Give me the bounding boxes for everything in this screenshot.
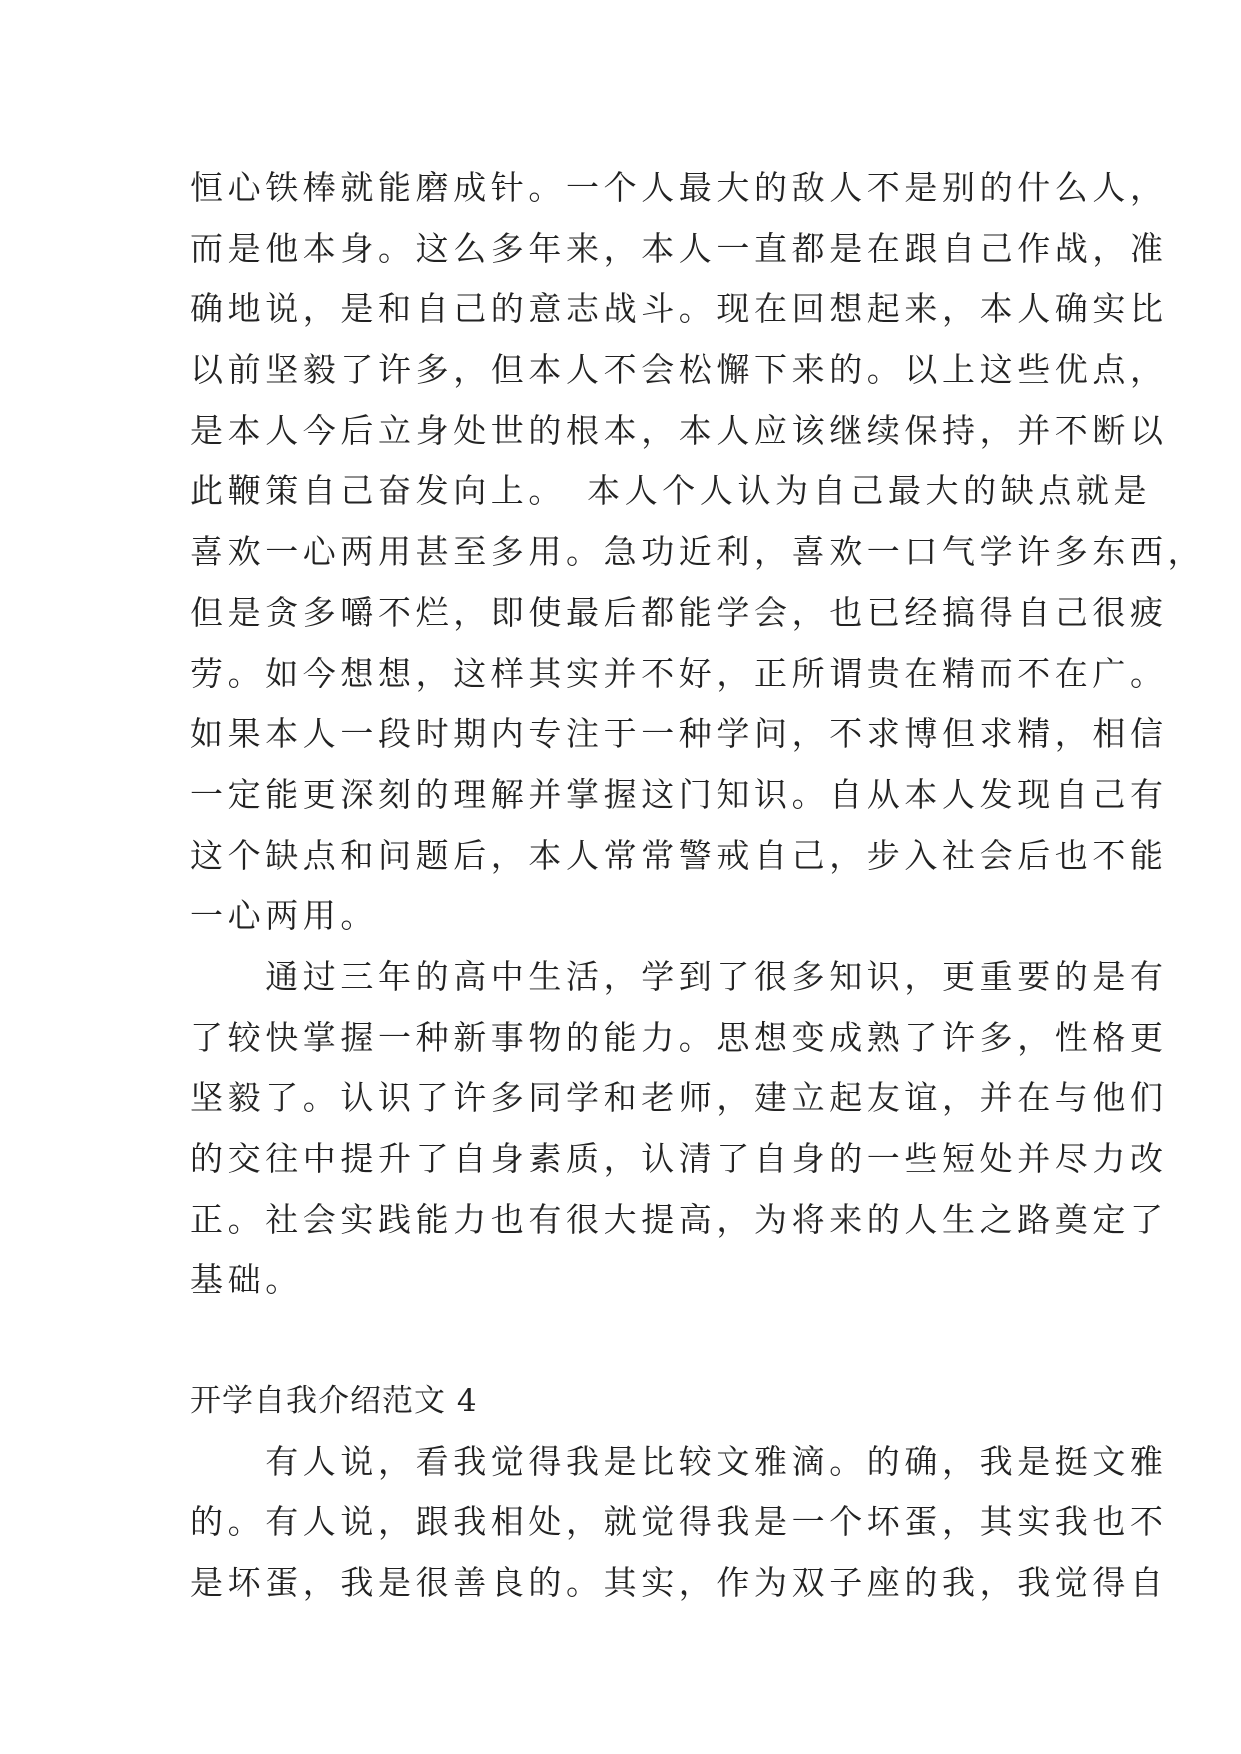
- text-line: 一定能更深刻的理解并掌握这门知识。自从本人发现自己有: [190, 774, 1168, 814]
- text-line: 是坏蛋，我是很善良的。其实，作为双子座的我，我觉得自: [190, 1563, 1168, 1603]
- text-line: 喜欢一心两用甚至多用。急功近利，喜欢一口气学许多东西，: [190, 532, 1206, 572]
- text-line: 而是他本身。这么多年来，本人一直都是在跟自己作战，准: [190, 228, 1168, 268]
- text-line: 正。社会实践能力也有很大提高，为将来的人生之路奠定了: [190, 1199, 1168, 1239]
- paragraph-2: [190, 947, 1168, 1311]
- text-line: 是本人今后立身处世的根本，本人应该继续保持，并不断以: [190, 410, 1168, 450]
- section-heading: 开学自我介绍范文 4: [190, 1383, 478, 1420]
- document-body: [190, 158, 1206, 1614]
- text-line: 如果本人一段时期内专注于一种学问，不求博但求精，相信: [190, 714, 1168, 754]
- text-line: 以前坚毅了许多，但本人不会松懈下来的。以上这些优点，: [190, 350, 1168, 390]
- text-line: 确地说，是和自己的意志战斗。现在回想起来，本人确实比: [190, 289, 1168, 329]
- text-line: 有人说，看我觉得我是比较文雅滴。的确，我是挺文雅: [190, 1441, 1168, 1481]
- text-line: 劳。如今想想，这样其实并不好，正所谓贵在精而不在广。: [190, 653, 1168, 693]
- text-line: 了较快掌握一种新事物的能力。思想变成熟了许多，性格更: [190, 1017, 1168, 1057]
- text-line: 通过三年的高中生活，学到了很多知识，更重要的是有: [190, 956, 1168, 996]
- paragraph-1: [190, 158, 1206, 947]
- text-line: 一心两用。: [190, 896, 378, 936]
- text-line: 的。有人说，跟我相处，就觉得我是一个坏蛋，其实我也不: [190, 1502, 1168, 1542]
- text-line: 的交往中提升了自身素质，认清了自身的一些短处并尽力改: [190, 1139, 1168, 1178]
- text-line: 这个缺点和问题后，本人常常警戒自己，步入社会后也不能: [190, 835, 1168, 875]
- text-line: 此鞭策自己奋发向上。 本人个人认为自己最大的缺点就是: [190, 471, 1152, 511]
- paragraph-3: [190, 1432, 1168, 1614]
- section-spacer: [190, 1311, 1070, 1371]
- text-line: 基础。: [190, 1260, 303, 1300]
- text-line: 恒心铁棒就能磨成针。一个人最大的敌人不是别的什么人，: [190, 168, 1168, 207]
- text-line: 但是贪多嚼不烂，即使最后都能学会，也已经搞得自己很疲: [190, 592, 1168, 632]
- text-line: 坚毅了。认识了许多同学和老师，建立起友谊，并在与他们: [190, 1078, 1168, 1118]
